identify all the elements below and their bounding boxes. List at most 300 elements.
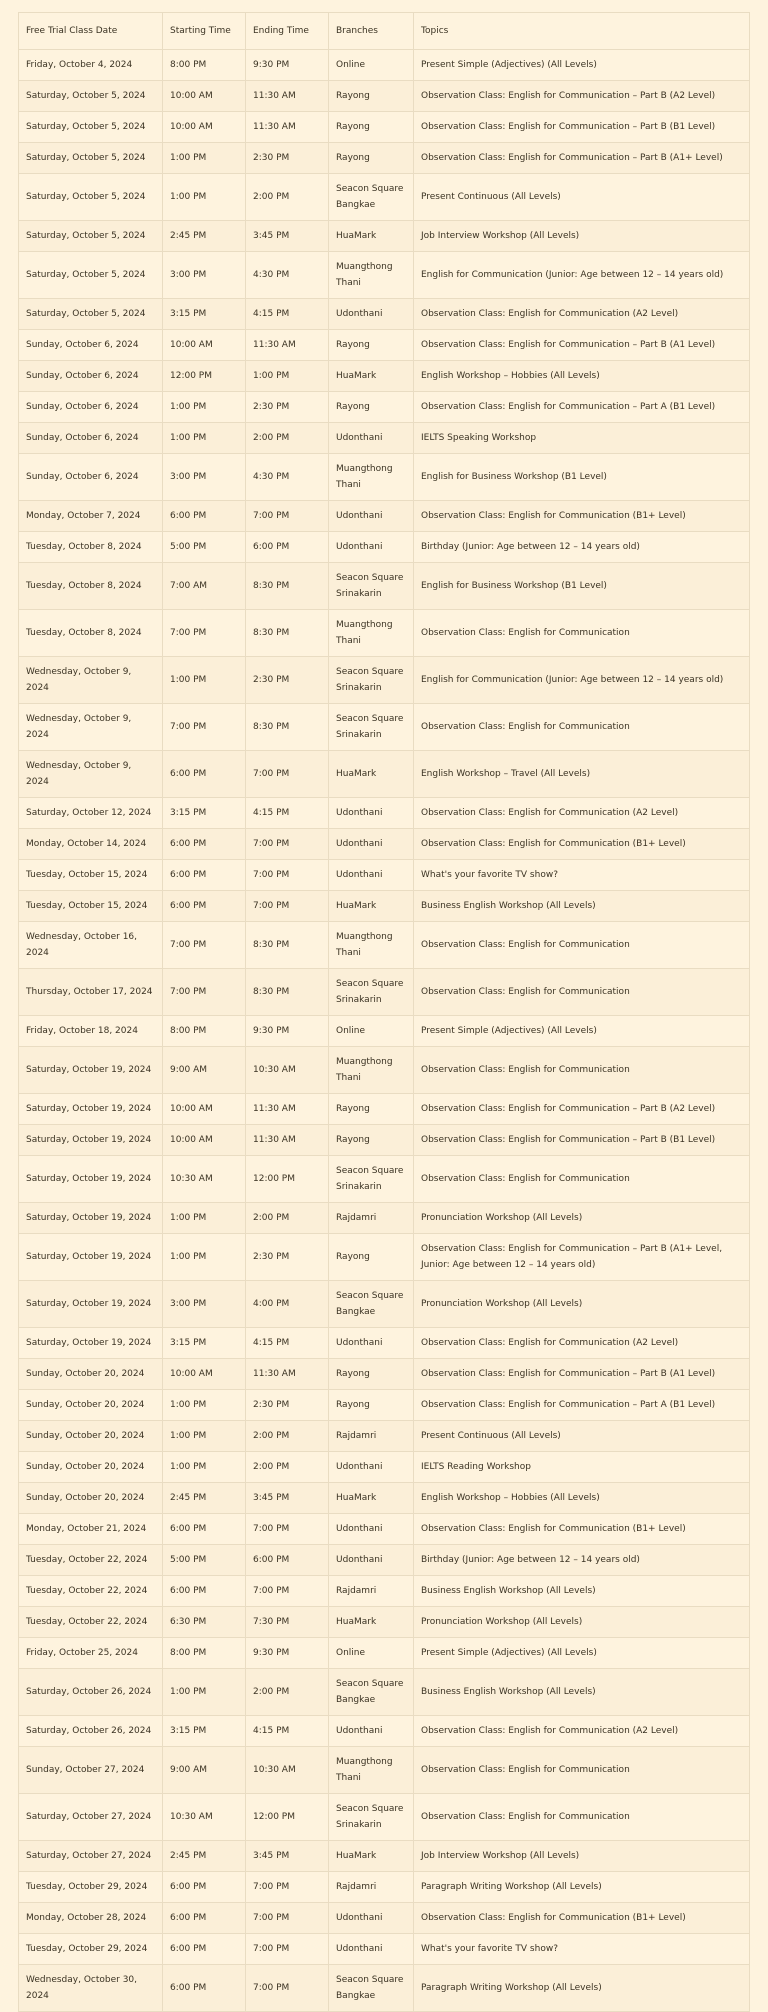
cell-end-time: 7:00 PM (246, 1934, 329, 1965)
cell-start-time: 5:00 PM (163, 1545, 246, 1576)
cell-date: Monday, October 14, 2024 (19, 829, 163, 860)
cell-topic: Observation Class: English for Communication – Part A (B1 Level) (414, 1390, 750, 1421)
cell-date: Saturday, October 5, 2024 (19, 143, 163, 174)
cell-start-time: 10:00 AM (163, 1094, 246, 1125)
cell-branch: Rayong (329, 1234, 414, 1281)
cell-topic: Observation Class: English for Communication (A2 Level) (414, 1328, 750, 1359)
cell-date: Saturday, October 19, 2024 (19, 1203, 163, 1234)
cell-end-time: 9:30 PM (246, 1016, 329, 1047)
cell-date: Saturday, October 5, 2024 (19, 112, 163, 143)
table-row (19, 501, 750, 532)
cell-start-time: 6:30 PM (163, 1607, 246, 1638)
cell-date: Wednesday, October 30, 2024 (19, 1965, 163, 2012)
cell-start-time: 8:00 PM (163, 1016, 246, 1047)
cell-topic: Observation Class: English for Communication (414, 1156, 750, 1203)
cell-branch: Rayong (329, 1390, 414, 1421)
cell-date: Friday, October 18, 2024 (19, 1016, 163, 1047)
table-row (19, 299, 750, 330)
cell-branch: Rayong (329, 112, 414, 143)
cell-start-time: 8:00 PM (163, 50, 246, 81)
table-row (19, 1607, 750, 1638)
table-row (19, 143, 750, 174)
cell-date: Sunday, October 20, 2024 (19, 1421, 163, 1452)
table-row (19, 1747, 750, 1794)
cell-branch: Seacon Square Srinakarin (329, 1794, 414, 1841)
cell-start-time: 6:00 PM (163, 751, 246, 798)
table-row (19, 860, 750, 891)
cell-date: Saturday, October 5, 2024 (19, 81, 163, 112)
table-row (19, 1421, 750, 1452)
cell-branch: Muangthong Thani (329, 610, 414, 657)
cell-branch: Rajdamri (329, 1203, 414, 1234)
cell-branch: HuaMark (329, 1483, 414, 1514)
free-trial-schedule-table (18, 12, 750, 2012)
cell-start-time: 10:00 AM (163, 1125, 246, 1156)
cell-date: Sunday, October 20, 2024 (19, 1483, 163, 1514)
cell-topic: IELTS Reading Workshop (414, 1452, 750, 1483)
cell-topic: Observation Class: English for Communication (A2 Level) (414, 1716, 750, 1747)
cell-date: Saturday, October 19, 2024 (19, 1125, 163, 1156)
cell-date: Saturday, October 19, 2024 (19, 1234, 163, 1281)
cell-branch: Rayong (329, 143, 414, 174)
cell-branch: Udonthani (329, 1328, 414, 1359)
table-row (19, 1281, 750, 1328)
cell-end-time: 4:15 PM (246, 798, 329, 829)
cell-start-time: 8:00 PM (163, 1638, 246, 1669)
header-row (19, 13, 750, 50)
cell-start-time: 6:00 PM (163, 860, 246, 891)
cell-branch: HuaMark (329, 1607, 414, 1638)
cell-branch: Seacon Square Srinakarin (329, 969, 414, 1016)
cell-start-time: 3:15 PM (163, 1328, 246, 1359)
cell-topic: Observation Class: English for Communication – Part B (A2 Level) (414, 81, 750, 112)
cell-topic: Observation Class: English for Communication – Part B (A1+ Level) (414, 143, 750, 174)
cell-end-time: 10:30 AM (246, 1047, 329, 1094)
header-end-time: Ending Time (246, 13, 329, 50)
table-row (19, 1483, 750, 1514)
cell-date: Monday, October 28, 2024 (19, 1903, 163, 1934)
cell-date: Tuesday, October 8, 2024 (19, 610, 163, 657)
cell-start-time: 1:00 PM (163, 392, 246, 423)
cell-start-time: 2:45 PM (163, 1483, 246, 1514)
cell-date: Tuesday, October 8, 2024 (19, 563, 163, 610)
cell-date: Friday, October 4, 2024 (19, 50, 163, 81)
cell-start-time: 10:00 AM (163, 81, 246, 112)
cell-topic: Birthday (Junior: Age between 12 – 14 years old) (414, 532, 750, 563)
cell-end-time: 4:15 PM (246, 1716, 329, 1747)
table-row (19, 1794, 750, 1841)
cell-end-time: 2:30 PM (246, 143, 329, 174)
cell-date: Saturday, October 5, 2024 (19, 221, 163, 252)
cell-start-time: 9:00 AM (163, 1747, 246, 1794)
cell-date: Sunday, October 20, 2024 (19, 1390, 163, 1421)
cell-topic: Business English Workshop (All Levels) (414, 1669, 750, 1716)
table-row (19, 829, 750, 860)
cell-start-time: 10:00 AM (163, 1359, 246, 1390)
cell-branch: Rayong (329, 81, 414, 112)
cell-branch: Seacon Square Bangkae (329, 1281, 414, 1328)
cell-branch: Udonthani (329, 1545, 414, 1576)
table-row (19, 1576, 750, 1607)
cell-branch: Udonthani (329, 1934, 414, 1965)
cell-date: Sunday, October 20, 2024 (19, 1359, 163, 1390)
cell-topic: Observation Class: English for Communication (A2 Level) (414, 299, 750, 330)
cell-end-time: 6:00 PM (246, 532, 329, 563)
cell-topic: English Workshop – Travel (All Levels) (414, 751, 750, 798)
cell-date: Tuesday, October 22, 2024 (19, 1607, 163, 1638)
table-row (19, 532, 750, 563)
cell-end-time: 9:30 PM (246, 1638, 329, 1669)
cell-end-time: 7:00 PM (246, 860, 329, 891)
cell-topic: Observation Class: English for Communication (414, 610, 750, 657)
table-row (19, 891, 750, 922)
cell-end-time: 2:30 PM (246, 1390, 329, 1421)
cell-start-time: 1:00 PM (163, 1421, 246, 1452)
cell-date: Sunday, October 27, 2024 (19, 1747, 163, 1794)
cell-topic: English for Business Workshop (B1 Level) (414, 563, 750, 610)
cell-branch: Seacon Square Bangkae (329, 174, 414, 221)
table-row (19, 1234, 750, 1281)
header-topic: Topics (414, 13, 750, 50)
cell-end-time: 9:30 PM (246, 50, 329, 81)
cell-branch: Udonthani (329, 860, 414, 891)
cell-topic: Observation Class: English for Communication (B1+ Level) (414, 1903, 750, 1934)
cell-end-time: 7:00 PM (246, 829, 329, 860)
cell-start-time: 3:15 PM (163, 299, 246, 330)
cell-end-time: 7:30 PM (246, 1607, 329, 1638)
cell-date: Wednesday, October 9, 2024 (19, 751, 163, 798)
cell-start-time: 6:00 PM (163, 829, 246, 860)
cell-start-time: 1:00 PM (163, 143, 246, 174)
cell-date: Wednesday, October 16, 2024 (19, 922, 163, 969)
cell-end-time: 3:45 PM (246, 221, 329, 252)
cell-branch: HuaMark (329, 361, 414, 392)
cell-branch: Seacon Square Srinakarin (329, 563, 414, 610)
cell-topic: English for Communication (Junior: Age between 12 – 14 years old) (414, 252, 750, 299)
cell-end-time: 11:30 AM (246, 81, 329, 112)
cell-branch: Rayong (329, 1125, 414, 1156)
cell-start-time: 7:00 PM (163, 969, 246, 1016)
cell-start-time: 6:00 PM (163, 891, 246, 922)
cell-branch: Muangthong Thani (329, 454, 414, 501)
cell-start-time: 7:00 PM (163, 610, 246, 657)
table-row (19, 112, 750, 143)
cell-start-time: 6:00 PM (163, 1965, 246, 2012)
cell-date: Sunday, October 6, 2024 (19, 423, 163, 454)
cell-date: Tuesday, October 22, 2024 (19, 1545, 163, 1576)
header-date: Free Trial Class Date (19, 13, 163, 50)
cell-date: Friday, October 25, 2024 (19, 1638, 163, 1669)
cell-date: Saturday, October 19, 2024 (19, 1047, 163, 1094)
cell-start-time: 1:00 PM (163, 1203, 246, 1234)
table-row (19, 174, 750, 221)
cell-topic: Paragraph Writing Workshop (All Levels) (414, 1872, 750, 1903)
cell-end-time: 7:00 PM (246, 1903, 329, 1934)
table-row (19, 1903, 750, 1934)
cell-topic: Observation Class: English for Communication – Part B (A1 Level) (414, 1359, 750, 1390)
cell-date: Wednesday, October 9, 2024 (19, 657, 163, 704)
cell-start-time: 6:00 PM (163, 1514, 246, 1545)
cell-topic: Paragraph Writing Workshop (All Levels) (414, 1965, 750, 2012)
cell-branch: Muangthong Thani (329, 252, 414, 299)
cell-date: Saturday, October 5, 2024 (19, 252, 163, 299)
cell-start-time: 1:00 PM (163, 1390, 246, 1421)
cell-end-time: 8:30 PM (246, 922, 329, 969)
cell-branch: Muangthong Thani (329, 1747, 414, 1794)
cell-branch: Udonthani (329, 501, 414, 532)
table-row (19, 1514, 750, 1545)
cell-start-time: 3:15 PM (163, 1716, 246, 1747)
cell-topic: Pronunciation Workshop (All Levels) (414, 1281, 750, 1328)
table-row (19, 221, 750, 252)
cell-branch: Udonthani (329, 423, 414, 454)
cell-end-time: 11:30 AM (246, 1094, 329, 1125)
cell-start-time: 9:00 AM (163, 1047, 246, 1094)
cell-branch: Muangthong Thani (329, 922, 414, 969)
cell-date: Tuesday, October 29, 2024 (19, 1872, 163, 1903)
cell-end-time: 11:30 AM (246, 330, 329, 361)
cell-topic: Observation Class: English for Communication (A2 Level) (414, 798, 750, 829)
table-row (19, 1841, 750, 1872)
cell-topic: Present Continuous (All Levels) (414, 174, 750, 221)
table-row (19, 1390, 750, 1421)
cell-end-time: 2:30 PM (246, 392, 329, 423)
cell-date: Tuesday, October 15, 2024 (19, 891, 163, 922)
cell-end-time: 3:45 PM (246, 1841, 329, 1872)
cell-topic: English Workshop – Hobbies (All Levels) (414, 1483, 750, 1514)
cell-topic: Observation Class: English for Communication – Part B (B1 Level) (414, 112, 750, 143)
cell-end-time: 8:30 PM (246, 610, 329, 657)
cell-topic: Birthday (Junior: Age between 12 – 14 years old) (414, 1545, 750, 1576)
cell-end-time: 2:30 PM (246, 657, 329, 704)
cell-date: Saturday, October 19, 2024 (19, 1156, 163, 1203)
cell-start-time: 6:00 PM (163, 501, 246, 532)
cell-start-time: 1:00 PM (163, 1234, 246, 1281)
cell-branch: Rajdamri (329, 1421, 414, 1452)
table-row (19, 1203, 750, 1234)
cell-branch: Rajdamri (329, 1872, 414, 1903)
cell-date: Sunday, October 6, 2024 (19, 361, 163, 392)
table-row (19, 1934, 750, 1965)
cell-topic: Observation Class: English for Communication (414, 1794, 750, 1841)
cell-topic: English for Communication (Junior: Age between 12 – 14 years old) (414, 657, 750, 704)
cell-topic: Observation Class: English for Communication (B1+ Level) (414, 1514, 750, 1545)
cell-date: Sunday, October 20, 2024 (19, 1452, 163, 1483)
cell-topic: Business English Workshop (All Levels) (414, 1576, 750, 1607)
table-row (19, 1669, 750, 1716)
cell-topic: IELTS Speaking Workshop (414, 423, 750, 454)
cell-topic: English Workshop – Hobbies (All Levels) (414, 361, 750, 392)
cell-topic: Present Simple (Adjectives) (All Levels) (414, 1016, 750, 1047)
cell-start-time: 1:00 PM (163, 423, 246, 454)
cell-date: Saturday, October 26, 2024 (19, 1716, 163, 1747)
cell-date: Saturday, October 26, 2024 (19, 1669, 163, 1716)
table-row (19, 330, 750, 361)
cell-branch: Udonthani (329, 1514, 414, 1545)
table-row (19, 454, 750, 501)
cell-end-time: 2:00 PM (246, 1421, 329, 1452)
cell-branch: Udonthani (329, 798, 414, 829)
cell-branch: Seacon Square Srinakarin (329, 1156, 414, 1203)
table-row (19, 1359, 750, 1390)
cell-start-time: 7:00 AM (163, 563, 246, 610)
cell-date: Monday, October 21, 2024 (19, 1514, 163, 1545)
cell-date: Tuesday, October 8, 2024 (19, 532, 163, 563)
cell-branch: Udonthani (329, 1452, 414, 1483)
cell-start-time: 12:00 PM (163, 361, 246, 392)
table-row (19, 1452, 750, 1483)
cell-date: Saturday, October 19, 2024 (19, 1094, 163, 1125)
cell-branch: Seacon Square Srinakarin (329, 657, 414, 704)
cell-start-time: 1:00 PM (163, 657, 246, 704)
cell-branch: Rayong (329, 1359, 414, 1390)
cell-start-time: 6:00 PM (163, 1576, 246, 1607)
cell-topic: What's your favorite TV show? (414, 1934, 750, 1965)
cell-date: Sunday, October 6, 2024 (19, 392, 163, 423)
cell-date: Saturday, October 19, 2024 (19, 1281, 163, 1328)
cell-start-time: 1:00 PM (163, 1452, 246, 1483)
cell-end-time: 11:30 AM (246, 112, 329, 143)
cell-branch: Rayong (329, 330, 414, 361)
cell-topic: Job Interview Workshop (All Levels) (414, 1841, 750, 1872)
cell-topic: Observation Class: English for Communication – Part B (A1 Level) (414, 330, 750, 361)
table-row (19, 610, 750, 657)
cell-date: Saturday, October 12, 2024 (19, 798, 163, 829)
table-header (19, 13, 750, 50)
cell-end-time: 2:00 PM (246, 1203, 329, 1234)
cell-start-time: 10:00 AM (163, 330, 246, 361)
cell-branch: Muangthong Thani (329, 1047, 414, 1094)
table-row (19, 1545, 750, 1576)
cell-topic: Observation Class: English for Communication – Part B (A2 Level) (414, 1094, 750, 1125)
cell-date: Saturday, October 27, 2024 (19, 1841, 163, 1872)
table-row (19, 392, 750, 423)
schedule-container (18, 12, 749, 2012)
cell-branch: HuaMark (329, 221, 414, 252)
cell-start-time: 6:00 PM (163, 1872, 246, 1903)
table-row (19, 1094, 750, 1125)
cell-start-time: 10:00 AM (163, 112, 246, 143)
table-row (19, 969, 750, 1016)
cell-end-time: 7:00 PM (246, 1514, 329, 1545)
cell-date: Sunday, October 6, 2024 (19, 330, 163, 361)
table-row (19, 657, 750, 704)
cell-date: Wednesday, October 9, 2024 (19, 704, 163, 751)
cell-topic: Pronunciation Workshop (All Levels) (414, 1607, 750, 1638)
cell-start-time: 2:45 PM (163, 1841, 246, 1872)
cell-start-time: 6:00 PM (163, 1934, 246, 1965)
cell-branch: Online (329, 1016, 414, 1047)
cell-date: Saturday, October 5, 2024 (19, 174, 163, 221)
cell-topic: English for Business Workshop (B1 Level) (414, 454, 750, 501)
cell-start-time: 3:00 PM (163, 454, 246, 501)
cell-end-time: 10:30 AM (246, 1747, 329, 1794)
cell-end-time: 2:30 PM (246, 1234, 329, 1281)
cell-end-time: 2:00 PM (246, 423, 329, 454)
cell-date: Monday, October 7, 2024 (19, 501, 163, 532)
cell-end-time: 7:00 PM (246, 1872, 329, 1903)
cell-topic: Business English Workshop (All Levels) (414, 891, 750, 922)
cell-topic: Observation Class: English for Communication (414, 922, 750, 969)
table-row (19, 1638, 750, 1669)
table-row (19, 50, 750, 81)
cell-start-time: 3:15 PM (163, 798, 246, 829)
cell-topic: Observation Class: English for Communication (414, 969, 750, 1016)
cell-branch: Seacon Square Bangkae (329, 1669, 414, 1716)
table-row (19, 563, 750, 610)
cell-date: Saturday, October 19, 2024 (19, 1328, 163, 1359)
table-row (19, 1328, 750, 1359)
cell-end-time: 7:00 PM (246, 1576, 329, 1607)
cell-branch: Udonthani (329, 1716, 414, 1747)
cell-date: Tuesday, October 22, 2024 (19, 1576, 163, 1607)
table-row (19, 798, 750, 829)
cell-branch: Online (329, 50, 414, 81)
table-row (19, 1965, 750, 2012)
cell-branch: Udonthani (329, 1903, 414, 1934)
cell-topic: Present Simple (Adjectives) (All Levels) (414, 50, 750, 81)
cell-topic: What's your favorite TV show? (414, 860, 750, 891)
cell-end-time: 6:00 PM (246, 1545, 329, 1576)
cell-start-time: 5:00 PM (163, 532, 246, 563)
cell-end-time: 7:00 PM (246, 1965, 329, 2012)
cell-start-time: 3:00 PM (163, 252, 246, 299)
cell-start-time: 1:00 PM (163, 174, 246, 221)
cell-date: Sunday, October 6, 2024 (19, 454, 163, 501)
table-row (19, 751, 750, 798)
cell-end-time: 4:15 PM (246, 299, 329, 330)
table-row (19, 1016, 750, 1047)
cell-end-time: 2:00 PM (246, 1452, 329, 1483)
cell-topic: Observation Class: English for Communication (414, 704, 750, 751)
cell-end-time: 2:00 PM (246, 1669, 329, 1716)
cell-start-time: 6:00 PM (163, 1903, 246, 1934)
cell-branch: Udonthani (329, 532, 414, 563)
cell-branch: Udonthani (329, 829, 414, 860)
cell-topic: Job Interview Workshop (All Levels) (414, 221, 750, 252)
cell-end-time: 4:30 PM (246, 454, 329, 501)
cell-end-time: 12:00 PM (246, 1794, 329, 1841)
cell-end-time: 11:30 AM (246, 1359, 329, 1390)
cell-topic: Observation Class: English for Communication – Part A (B1 Level) (414, 392, 750, 423)
cell-start-time: 1:00 PM (163, 1669, 246, 1716)
cell-branch: HuaMark (329, 1841, 414, 1872)
cell-start-time: 10:30 AM (163, 1794, 246, 1841)
cell-topic: Observation Class: English for Communication (B1+ Level) (414, 501, 750, 532)
cell-branch: Udonthani (329, 299, 414, 330)
table-row (19, 81, 750, 112)
table-row (19, 1125, 750, 1156)
cell-end-time: 2:00 PM (246, 174, 329, 221)
cell-date: Tuesday, October 15, 2024 (19, 860, 163, 891)
cell-branch: Rayong (329, 392, 414, 423)
cell-topic: Present Continuous (All Levels) (414, 1421, 750, 1452)
cell-branch: Seacon Square Bangkae (329, 1965, 414, 2012)
cell-topic: Present Simple (Adjectives) (All Levels) (414, 1638, 750, 1669)
cell-date: Thursday, October 17, 2024 (19, 969, 163, 1016)
cell-date: Saturday, October 27, 2024 (19, 1794, 163, 1841)
cell-start-time: 10:30 AM (163, 1156, 246, 1203)
cell-start-time: 7:00 PM (163, 922, 246, 969)
cell-branch: Rayong (329, 1094, 414, 1125)
cell-end-time: 4:30 PM (246, 252, 329, 299)
cell-topic: Observation Class: English for Communication (414, 1047, 750, 1094)
cell-date: Tuesday, October 29, 2024 (19, 1934, 163, 1965)
table-body (19, 50, 750, 2012)
table-row (19, 1872, 750, 1903)
cell-start-time: 7:00 PM (163, 704, 246, 751)
header-start-time: Starting Time (163, 13, 246, 50)
